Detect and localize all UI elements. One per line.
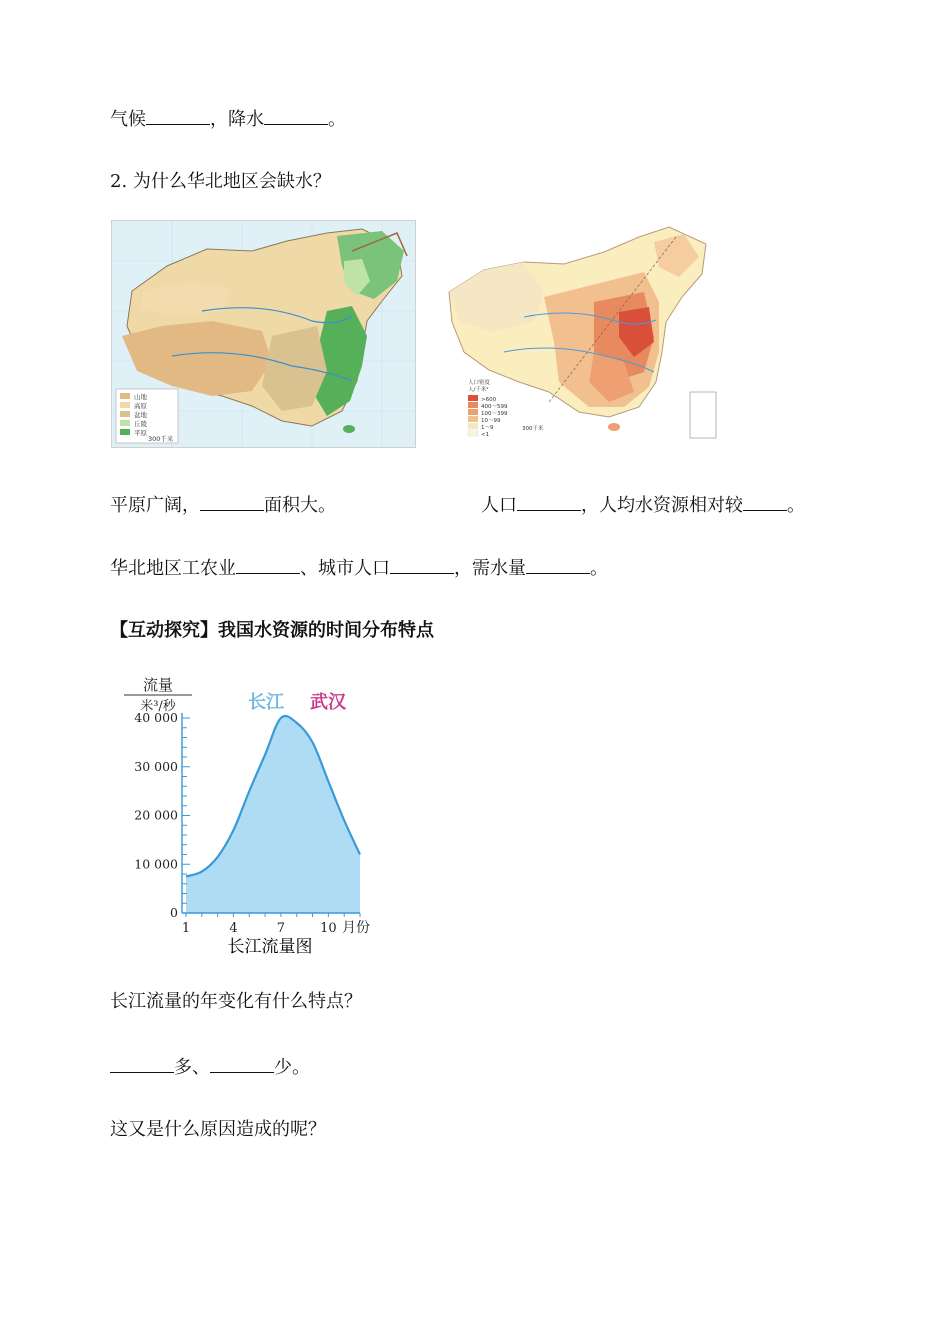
water-demand-blank[interactable] bbox=[526, 555, 590, 574]
question-3: 长江流量的年变化有什么特点？ bbox=[110, 991, 362, 1012]
flow-area bbox=[186, 716, 360, 913]
y-tick-label: 30 000 bbox=[134, 758, 178, 774]
yangtze-flow-chart bbox=[110, 668, 390, 958]
station-label: 武汉 bbox=[310, 692, 346, 713]
terrain-scale-label: 300千米 bbox=[148, 435, 174, 443]
y-tick-label: 20 000 bbox=[134, 807, 178, 823]
x-tick-label: 4 bbox=[229, 921, 238, 936]
population-legend-unit: 人/千米² bbox=[468, 387, 489, 393]
y-tick-label: 40 000 bbox=[134, 710, 178, 725]
y-tick-label: 10 000 bbox=[134, 856, 178, 872]
terrain-legend-basin: 盆地 bbox=[134, 411, 147, 419]
cultivated-land-blank[interactable] bbox=[200, 492, 264, 511]
precipitation-blank[interactable] bbox=[264, 106, 328, 125]
population-legend-6: <1 bbox=[481, 432, 490, 438]
flow-change-line: 多、 少。 bbox=[110, 1054, 310, 1080]
section-heading: 【互动探究】我国水资源的时间分布特点 bbox=[110, 620, 434, 641]
y-tick-label: 0 bbox=[170, 905, 178, 920]
climate-fill-line: 气候 ，降水 。 bbox=[110, 106, 346, 132]
plain-area-line: 平原广阔， 面积大。 bbox=[110, 492, 336, 518]
climate-blank[interactable] bbox=[146, 106, 210, 125]
river-label: 长江 bbox=[248, 692, 284, 713]
water-per-capita-blank[interactable] bbox=[743, 492, 787, 511]
x-axis bbox=[182, 913, 360, 936]
industry-demand-line: 华北地区工农业 、城市人口 ，需水量 。 bbox=[110, 555, 608, 581]
population-map-image bbox=[444, 222, 720, 442]
x-axis-unit: 月份 bbox=[342, 920, 370, 936]
y-axis-label: 流量 bbox=[142, 676, 174, 694]
chart-title: 长江流量图 bbox=[227, 937, 313, 957]
x-tick-label: 7 bbox=[276, 921, 286, 936]
terrain-legend-plateau: 高原 bbox=[134, 402, 147, 410]
terrain-legend-hills: 丘陵 bbox=[134, 420, 147, 428]
urban-population-blank[interactable] bbox=[390, 555, 454, 574]
high-flow-blank[interactable] bbox=[110, 1054, 174, 1073]
china-population-density-map bbox=[444, 222, 720, 442]
population-blank[interactable] bbox=[517, 492, 581, 511]
population-legend-3: 100～399 bbox=[481, 411, 508, 417]
china-terrain-map bbox=[111, 220, 416, 448]
y-axis bbox=[134, 710, 190, 920]
population-legend-5: 1～9 bbox=[481, 425, 494, 431]
x-tick-label: 10 bbox=[320, 921, 337, 936]
low-flow-blank[interactable] bbox=[210, 1054, 274, 1073]
question-2-title: 2. 为什么华北地区会缺水？ bbox=[110, 171, 331, 192]
x-tick-label: 1 bbox=[181, 921, 191, 936]
population-legend-title: 人口密度 bbox=[468, 380, 491, 386]
population-legend-2: 400～599 bbox=[481, 404, 508, 410]
industry-blank[interactable] bbox=[236, 555, 300, 574]
question-4: 这又是什么原因造成的呢？ bbox=[110, 1119, 326, 1140]
population-scale-label: 300千米 bbox=[522, 426, 544, 432]
terrain-legend-mountain: 山地 bbox=[134, 393, 147, 401]
population-legend-4: 10～99 bbox=[481, 418, 501, 424]
population-line: 人口 ，人均水资源相对较 。 bbox=[481, 492, 805, 518]
terrain-map-image bbox=[112, 221, 415, 447]
population-legend-1: >600 bbox=[481, 397, 497, 403]
y-axis-unit: 米³/秒 bbox=[140, 699, 176, 714]
terrain-legend-plain: 平原 bbox=[134, 429, 147, 437]
